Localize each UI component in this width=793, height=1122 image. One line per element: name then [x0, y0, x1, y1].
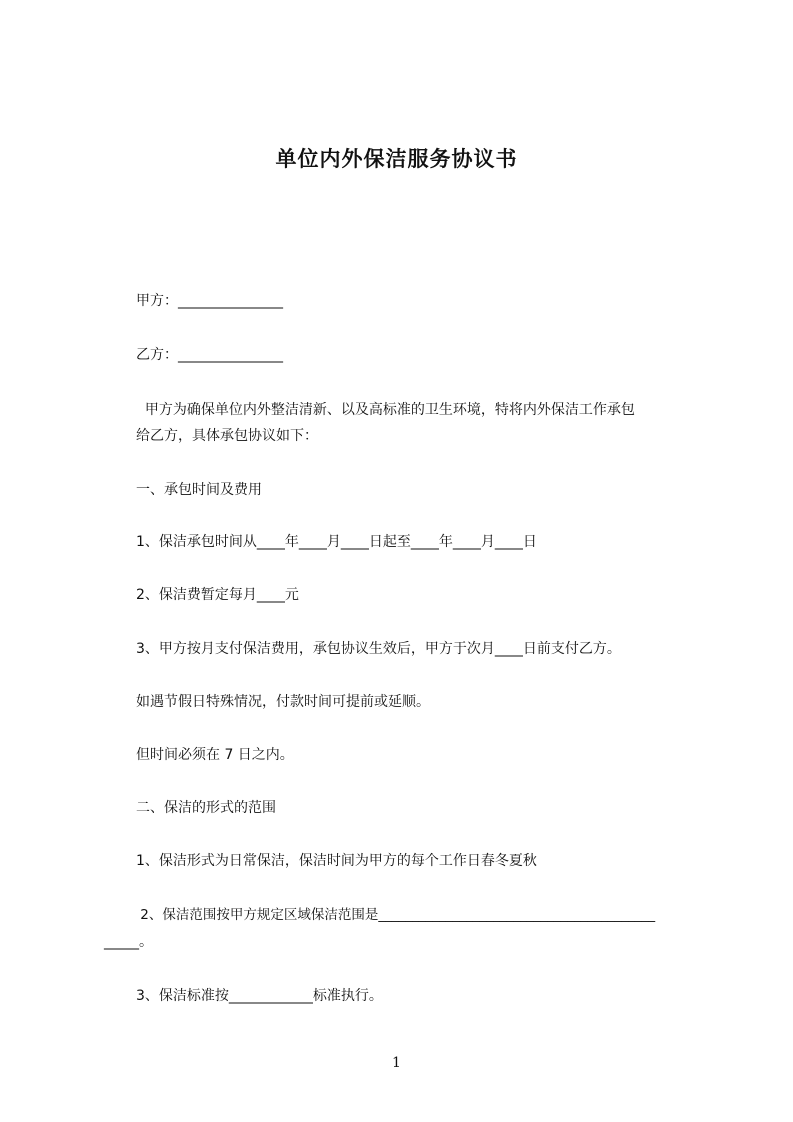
- section-2-item-2-line-1: 2、保洁范围按甲方规定区域保洁范围是_________________________________________: [136, 907, 656, 923]
- section-1-item-3: 3、甲方按月支付保洁费用，承包协议生效后，甲方于次月____日前支付乙方。: [136, 641, 621, 657]
- section-1-heading: 一、承包时间及费用: [136, 482, 262, 498]
- intro-line-1: 甲方为确保单位内外整洁清新、以及高标准的卫生环境，特将内外保洁工作承包: [136, 402, 635, 418]
- page-number: 1: [392, 1055, 401, 1071]
- section-1-item-2: 2、保洁费暂定每月____元: [136, 587, 299, 603]
- section-1-note-2: 但时间必须在 7 日之内。: [136, 747, 294, 763]
- party-b-line: 乙方：_______________: [136, 347, 283, 363]
- section-1-note-1: 如遇节假日特殊情况，付款时间可提前或延顺。: [136, 694, 430, 710]
- section-1-item-1: 1、保洁承包时间从____年____月____日起至____年____月____日: [136, 534, 537, 550]
- section-2-item-2-line-2: _____。: [104, 934, 153, 950]
- section-2-item-1: 1、保洁形式为日常保洁，保洁时间为甲方的每个工作日春冬夏秋: [136, 853, 537, 869]
- section-2-item-3: 3、保洁标准按____________标准执行。: [136, 988, 383, 1004]
- party-a-line: 甲方：_______________: [136, 293, 283, 309]
- document-title: 单位内外保洁服务协议书: [275, 147, 518, 171]
- intro-line-2: 给乙方，具体承包协议如下：: [136, 428, 318, 444]
- section-2-heading: 二、保洁的形式的范围: [136, 800, 276, 816]
